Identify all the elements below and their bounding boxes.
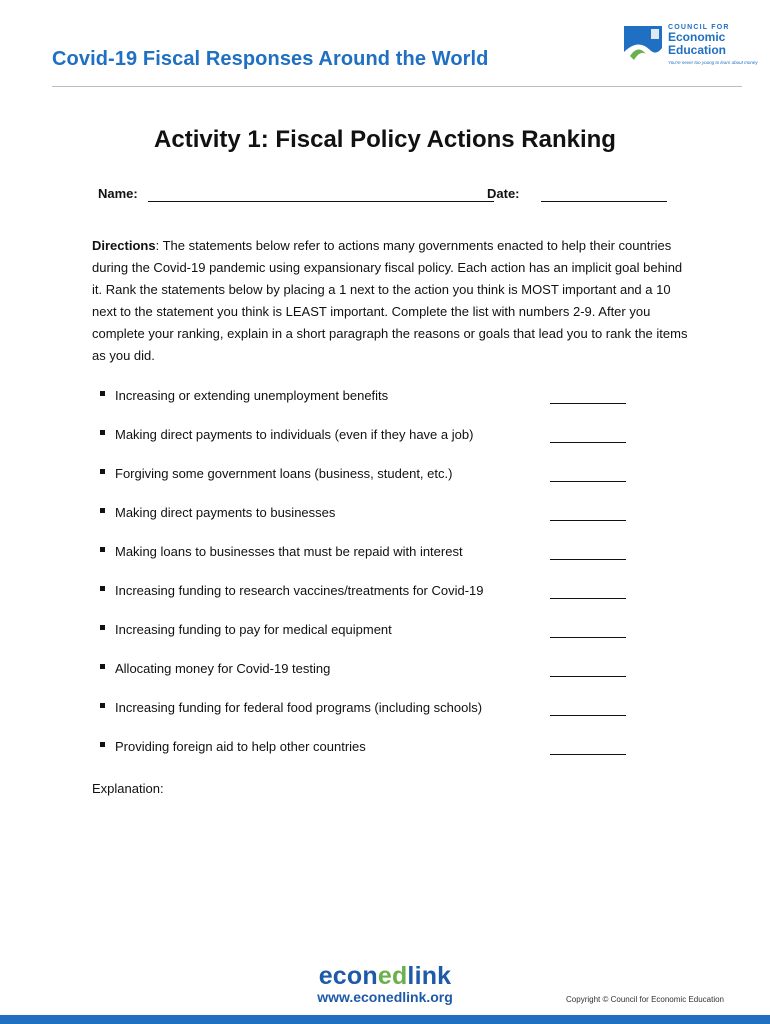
rank-blank[interactable] <box>550 559 626 560</box>
list-item <box>100 661 630 700</box>
header-title: Covid-19 Fiscal Responses Around the World <box>52 48 489 70</box>
econedlink-wordmark <box>0 962 770 991</box>
rank-blank[interactable] <box>550 598 626 599</box>
item-text: Forgiving some government loans (business, student, etc.) <box>115 466 453 481</box>
rank-blank[interactable] <box>550 676 626 677</box>
square-bullet-icon <box>100 547 105 552</box>
rank-blank[interactable] <box>550 403 626 404</box>
name-label: Name: <box>98 186 138 201</box>
list-item <box>100 622 630 661</box>
item-text: Providing foreign aid to help other countries <box>115 739 366 754</box>
list-item <box>100 739 630 778</box>
page-title: Activity 1: Fiscal Policy Actions Ranking <box>154 126 616 153</box>
brand-mid: ed <box>377 962 408 990</box>
footer-bar <box>0 1015 770 1024</box>
header-divider <box>52 86 742 87</box>
square-bullet-icon <box>100 703 105 708</box>
rank-blank[interactable] <box>550 481 626 482</box>
name-field[interactable] <box>148 201 494 202</box>
item-text: Increasing funding to pay for medical equipment <box>115 622 392 637</box>
square-bullet-icon <box>100 742 105 747</box>
square-bullet-icon <box>100 430 105 435</box>
square-bullet-icon <box>100 469 105 474</box>
rank-blank[interactable] <box>550 520 626 521</box>
item-text: Making direct payments to businesses <box>115 505 336 520</box>
item-text: Making direct payments to individuals (even if they have a job) <box>115 427 474 442</box>
logo-line3: Education <box>668 43 727 57</box>
directions-label: Directions <box>92 238 156 253</box>
directions-text: : The statements below refer to actions many governments enacted to help their countries during the Covid-19 pandemic using expansionary fiscal policy. Each action has an implicit goal behind it. Rank the statements below by placing a 1 next to the action you think is MOST important and a 10 next to the statement you think is LEAST important. Complete the list with numbers 2-9. After you complete your ranking, explain in a short paragraph the reasons or goals that lead you to rank the items as you did. <box>92 238 688 363</box>
list-item <box>100 700 630 739</box>
cee-logo-mark-icon <box>624 26 662 74</box>
date-label: Date: <box>487 186 520 201</box>
date-field[interactable] <box>541 201 667 202</box>
brand-post: link <box>407 962 452 990</box>
copyright-text: Copyright © Council for Economic Education <box>566 995 724 1004</box>
rank-blank[interactable] <box>550 754 626 755</box>
list-item <box>100 505 630 544</box>
rank-blank[interactable] <box>550 715 626 716</box>
item-text: Allocating money for Covid-19 testing <box>115 661 331 676</box>
square-bullet-icon <box>100 664 105 669</box>
list-item <box>100 388 630 427</box>
ranking-list <box>100 388 630 778</box>
list-item <box>100 427 630 466</box>
square-bullet-icon <box>100 586 105 591</box>
list-item <box>100 544 630 583</box>
list-item <box>100 466 630 505</box>
item-text: Increasing funding for federal food programs (including schools) <box>115 700 483 715</box>
explanation-label: Explanation: <box>92 781 164 796</box>
item-text: Making loans to businesses that must be repaid with interest <box>115 544 463 559</box>
cee-logo <box>624 24 758 80</box>
item-text: Increasing or extending unemployment benefits <box>115 388 389 403</box>
square-bullet-icon <box>100 508 105 513</box>
logo-line2: Economic <box>668 30 726 44</box>
logo-line1: COUNCIL FOR <box>668 24 730 31</box>
econedlink-url[interactable]: www.econedlink.org <box>317 989 453 1005</box>
brand-pre: econ <box>318 962 378 990</box>
square-bullet-icon <box>100 625 105 630</box>
directions-paragraph <box>92 235 692 367</box>
list-item <box>100 583 630 622</box>
rank-blank[interactable] <box>550 442 626 443</box>
rank-blank[interactable] <box>550 637 626 638</box>
square-bullet-icon <box>100 391 105 396</box>
item-text: Increasing funding to research vaccines/treatments for Covid-19 <box>115 583 484 598</box>
logo-tagline: You're never too young to learn about money <box>668 60 758 65</box>
